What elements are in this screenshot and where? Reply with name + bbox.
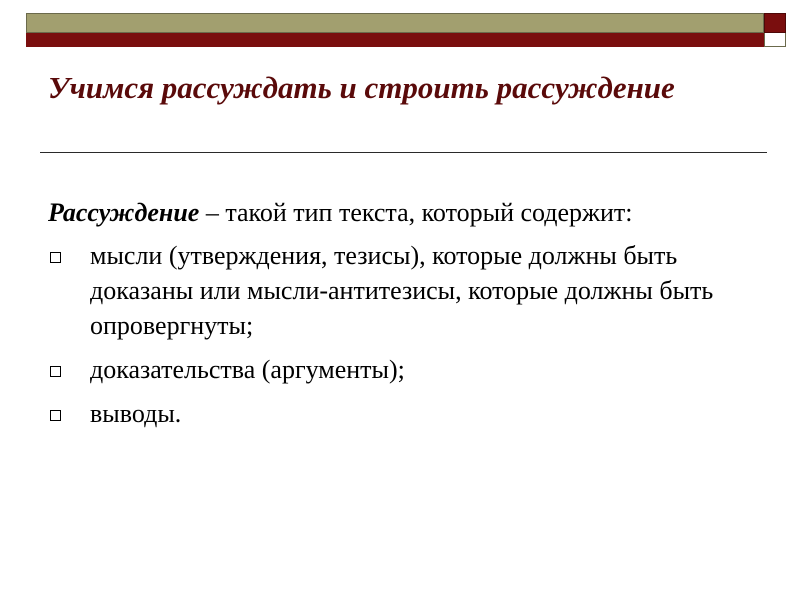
slide-body bbox=[48, 195, 768, 440]
bullet-item-theses bbox=[48, 238, 768, 343]
intro-text: – такой тип текста, который содержит: bbox=[199, 198, 633, 227]
hollow-square-icon bbox=[50, 366, 61, 377]
bullet-item-arguments bbox=[48, 352, 768, 387]
decorative-corner-square-lower bbox=[764, 33, 786, 47]
bullet-text: выводы. bbox=[90, 399, 182, 428]
decorative-red-band bbox=[26, 33, 764, 47]
bullet-text: доказательства (аргументы); bbox=[90, 355, 405, 384]
title-underline bbox=[40, 152, 767, 153]
bullet-item-conclusions bbox=[48, 396, 768, 431]
intro-paragraph bbox=[48, 195, 768, 230]
intro-term: Рассуждение bbox=[48, 198, 200, 227]
hollow-square-icon bbox=[50, 410, 61, 421]
hollow-square-icon bbox=[50, 252, 61, 263]
bullet-list bbox=[48, 238, 768, 431]
decorative-top-band bbox=[26, 13, 764, 33]
slide-title: Учимся рассуждать и строить рассуждение bbox=[48, 70, 675, 105]
bullet-text: мысли (утверждения, тезисы), которые должны быть доказаны или мысли-антитезисы, которые должны быть опровергнуты; bbox=[90, 241, 714, 340]
decorative-corner-square bbox=[764, 13, 786, 33]
